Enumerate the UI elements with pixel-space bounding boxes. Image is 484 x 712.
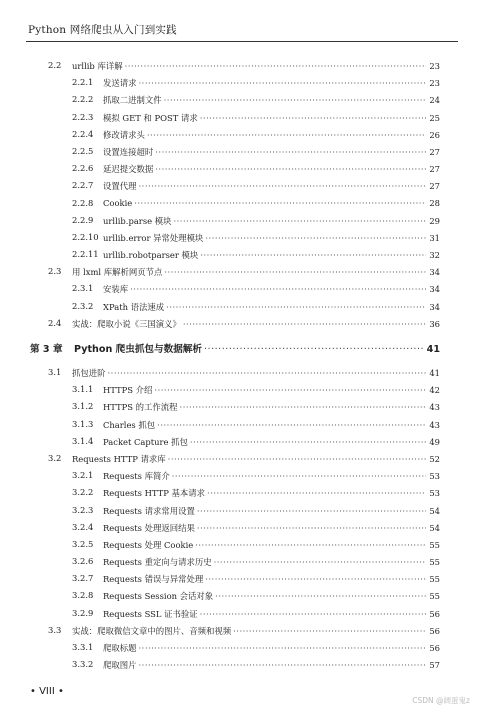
toc-entry-page: 57 (429, 660, 440, 671)
toc-entry-line (103, 556, 440, 568)
toc-entry (0, 180, 484, 197)
table-of-contents (0, 60, 484, 676)
toc-entry-line (103, 505, 440, 517)
toc-entry (0, 590, 484, 607)
toc-entry-page: 53 (429, 488, 440, 499)
toc-entry-line (103, 129, 440, 141)
toc-entry-number: 2.2.10 (72, 231, 99, 242)
toc-entry-number: 3.1 (48, 367, 62, 377)
toc-entry-page: 53 (429, 471, 440, 482)
toc-entry-number: 第 3 章 (30, 344, 63, 355)
toc-entry-page: 55 (429, 539, 440, 550)
toc-entry-number: 3.2.2 (72, 487, 94, 498)
dot-leader (155, 164, 426, 174)
toc-entry (0, 129, 484, 146)
toc-entry-page: 31 (429, 232, 440, 243)
toc-entry-line (103, 659, 440, 671)
toc-entry-title: 爬取标题 (103, 643, 137, 653)
toc-entry-page: 55 (429, 591, 440, 602)
toc-entry (0, 249, 484, 266)
dot-leader (139, 660, 427, 670)
toc-entry (0, 401, 484, 418)
toc-entry-title: urllib.error 异常处理模块 (103, 232, 204, 243)
toc-entry-title: Charles 抓包 (103, 419, 156, 430)
toc-entry-number: 3.1.3 (72, 418, 94, 429)
toc-entry-title: 发送请求 (103, 78, 137, 89)
dot-leader (214, 557, 426, 567)
toc-entry-page: 23 (429, 78, 440, 89)
toc-entry-line (72, 367, 440, 379)
toc-entry-number: 2.2.6 (72, 163, 94, 174)
toc-entry-line (72, 625, 440, 637)
dot-leader (190, 437, 426, 447)
toc-entry-number: 2.3.1 (72, 283, 94, 294)
dot-leader (164, 95, 426, 105)
toc-entry-page: 24 (429, 95, 440, 106)
toc-entry-title: urllib.robotparser 模块 (103, 250, 199, 261)
toc-entry-page: 27 (429, 146, 440, 157)
dot-leader (180, 402, 426, 412)
dot-leader (200, 113, 426, 123)
dot-leader (139, 181, 427, 191)
toc-entry-line (103, 436, 440, 448)
toc-entry (0, 625, 484, 642)
toc-entry-title: Requests HTTP 基本请求 (103, 488, 206, 499)
toc-entry-number: 3.3.1 (72, 642, 94, 652)
toc-entry-line (103, 94, 440, 106)
dot-leader (197, 506, 426, 516)
toc-entry (0, 470, 484, 487)
toc-entry-page: 23 (429, 61, 440, 71)
toc-entry (0, 659, 484, 676)
toc-entry-number: 3.1.2 (72, 401, 94, 412)
toc-entry-page: 41 (426, 344, 440, 355)
watermark: CSDN @阔蛋鬼z (412, 696, 470, 705)
toc-entry (0, 198, 484, 215)
toc-entry-title: 抓包进阶 (72, 368, 106, 378)
dot-leader (233, 626, 426, 636)
dot-leader (215, 591, 426, 601)
toc-entry-page: 42 (429, 385, 440, 396)
toc-entry-number: 3.1.1 (72, 384, 94, 395)
toc-entry-page: 54 (429, 522, 440, 533)
toc-entry-title: 爬取图片 (103, 660, 137, 671)
toc-entry-page: 52 (429, 453, 440, 464)
toc-entry (0, 487, 484, 504)
toc-entry-page: 55 (429, 574, 440, 585)
toc-entry-title: 延迟提交数据 (103, 164, 154, 175)
dot-leader (195, 540, 426, 550)
toc-entry-page: 56 (429, 608, 440, 619)
toc-entry-number: 3.2.3 (72, 504, 94, 515)
toc-entry-page: 27 (429, 164, 440, 175)
dot-leader (154, 385, 426, 395)
toc-entry-title: Cookie (103, 197, 133, 208)
toc-entry-line (103, 163, 440, 175)
toc-entry-title: XPath 语法速成 (103, 301, 165, 312)
toc-entry (0, 539, 484, 556)
toc-entry (0, 301, 484, 318)
dot-leader (183, 319, 426, 329)
toc-entry-number: 2.2.8 (72, 197, 94, 208)
toc-entry-title: Requests 错误与异常处理 (103, 574, 204, 585)
toc-entry-title: urllib 库详解 (72, 61, 123, 71)
toc-entry-line (103, 487, 440, 499)
toc-entry-line (103, 301, 440, 313)
toc-entry-number: 3.1.4 (72, 435, 94, 446)
dot-leader (168, 454, 426, 464)
toc-entry-page: 32 (429, 250, 440, 261)
toc-entry-line (72, 266, 440, 278)
toc-entry-title: HTTPS 的工作流程 (103, 402, 178, 413)
toc-entry (0, 163, 484, 180)
toc-entry-line (72, 60, 440, 72)
toc-entry-number: 2.2.7 (72, 180, 94, 191)
toc-entry (0, 505, 484, 522)
toc-entry-page: 25 (429, 112, 440, 123)
toc-entry (0, 318, 484, 335)
toc-entry-line (103, 283, 440, 295)
toc-entry-title: 模拟 GET 和 POST 请求 (103, 112, 198, 123)
toc-entry-page: 27 (429, 181, 440, 192)
toc-entry-page: 43 (429, 419, 440, 430)
toc-entry-number: 3.2.4 (72, 521, 94, 532)
toc-entry-line (103, 215, 440, 227)
toc-entry-title: Requests 处理返回结果 (103, 522, 195, 533)
toc-entry (0, 384, 484, 401)
toc-entry-title: Requests 库简介 (103, 471, 170, 482)
toc-entry-number: 3.2.1 (72, 470, 94, 481)
dot-leader (108, 368, 427, 378)
toc-entry (0, 556, 484, 573)
toc-entry-title: Requests 请求常用设置 (103, 505, 195, 516)
toc-entry-page: 43 (429, 402, 440, 413)
toc-entry (0, 436, 484, 453)
toc-entry-number: 3.3.2 (72, 659, 94, 670)
toc-entry-number: 2.2 (48, 60, 62, 70)
toc-entry-page: 29 (429, 215, 440, 226)
toc-entry-number: 2.2.3 (72, 111, 94, 122)
dot-leader (200, 250, 426, 260)
toc-entry-title: 抓取二进制文件 (103, 95, 162, 106)
toc-entry-line (72, 318, 440, 330)
toc-entry (0, 522, 484, 539)
dot-leader (125, 61, 426, 71)
toc-entry (0, 453, 484, 470)
toc-entry-page: 56 (429, 643, 440, 653)
toc-entry-number: 3.2.5 (72, 538, 94, 549)
toc-entry-title: urllib.parse 模块 (103, 215, 172, 226)
toc-entry-line (103, 112, 440, 124)
dot-leader (130, 284, 426, 294)
toc-entry-line (103, 573, 440, 585)
toc-entry-title: Requests 处理 Cookie (103, 539, 194, 550)
toc-entry-number: 2.3.2 (72, 300, 94, 311)
toc-entry (0, 77, 484, 94)
toc-entry-number: 2.3 (48, 266, 62, 277)
toc-entry (0, 266, 484, 283)
toc-entry-page: 56 (429, 625, 440, 636)
dot-leader (207, 488, 426, 498)
toc-entry-title: 设置代理 (103, 181, 137, 192)
toc-entry-line (103, 384, 440, 396)
dot-leader (200, 609, 426, 619)
toc-entry-page: 49 (429, 436, 440, 447)
toc-entry-page: 26 (429, 129, 440, 140)
toc-entry-number: 2.2.9 (72, 214, 94, 225)
toc-entry-title: 实战：爬取微信文章中的图片、音频和视频 (72, 625, 232, 636)
toc-entry-line (103, 470, 440, 482)
toc-entry-number: 3.3 (48, 624, 62, 635)
toc-entry-line (103, 419, 440, 431)
toc-entry-line (103, 146, 440, 158)
toc-entry-page: 41 (429, 368, 440, 378)
dot-leader (164, 267, 426, 277)
toc-entry-line (103, 232, 440, 244)
toc-entry-title: 修改请求头 (103, 129, 145, 140)
header-rule (26, 41, 458, 42)
dot-leader (157, 420, 426, 430)
toc-entry (0, 367, 484, 384)
toc-entry-line (103, 522, 440, 534)
toc-entry (0, 608, 484, 625)
toc-entry-page: 34 (429, 267, 440, 278)
dot-leader (197, 523, 426, 533)
toc-entry-title: Requests Session 会话对象 (103, 591, 214, 602)
toc-entry-number: 2.2.2 (72, 94, 94, 105)
chapter-entry (0, 339, 484, 361)
toc-entry-number: 3.2.9 (72, 607, 94, 618)
toc-entry-title: 用 lxml 库解析网页节点 (72, 267, 163, 278)
dot-leader (205, 574, 426, 584)
toc-entry-page: 34 (429, 284, 440, 295)
toc-entry-title: Requests HTTP 请求库 (72, 453, 166, 464)
toc-entry-number: 2.2.11 (72, 249, 99, 260)
toc-entry-line (103, 77, 440, 89)
toc-entry-title: HTTPS 介绍 (103, 385, 153, 396)
toc-entry (0, 283, 484, 300)
toc-entry-title: Requests SSL 证书验证 (103, 608, 198, 619)
dot-leader (139, 78, 427, 88)
toc-entry-line (72, 453, 440, 465)
dot-leader (134, 198, 426, 208)
toc-entry-number: 2.2.4 (72, 128, 94, 139)
toc-entry-number: 3.2.8 (72, 590, 94, 601)
toc-entry-number: 3.2.7 (72, 573, 94, 584)
toc-entry-title: Packet Capture 抓包 (103, 436, 188, 447)
dot-leader (155, 147, 426, 157)
dot-leader (205, 233, 426, 243)
toc-entry (0, 573, 484, 590)
toc-entry (0, 60, 484, 77)
dot-leader (147, 130, 426, 140)
toc-entry-page: 34 (429, 301, 440, 312)
toc-entry-page: 28 (429, 197, 440, 208)
toc-entry-line (74, 341, 440, 355)
dot-leader (173, 216, 426, 226)
toc-entry (0, 146, 484, 163)
dot-leader (204, 344, 425, 355)
toc-entry (0, 94, 484, 111)
toc-entry-title: 实战：爬取小说《三国演义》 (72, 318, 181, 329)
toc-entry (0, 232, 484, 249)
toc-entry-title: 安装库 (103, 284, 129, 295)
toc-entry-line (103, 539, 440, 551)
dot-leader (139, 643, 427, 653)
toc-entry-line (103, 401, 440, 413)
toc-entry (0, 419, 484, 436)
dot-leader (172, 471, 426, 481)
toc-entry-number: 3.2 (48, 452, 62, 463)
toc-entry-line (103, 180, 440, 192)
toc-entry-line (103, 198, 440, 208)
toc-entry (0, 215, 484, 232)
toc-entry-page: 54 (429, 505, 440, 516)
toc-entry-line (103, 608, 440, 620)
toc-entry-title: 设置连接超时 (103, 146, 154, 157)
toc-entry-line (103, 590, 440, 602)
running-header: Python 网络爬虫从入门到实践 (28, 24, 177, 36)
toc-entry-page: 36 (429, 318, 440, 329)
page-number: • VIII • (30, 686, 64, 697)
toc-entry-number: 2.2.1 (72, 77, 94, 88)
toc-entry-line (103, 249, 440, 261)
toc-entry (0, 642, 484, 659)
toc-entry-title: Requests 重定向与请求历史 (103, 557, 212, 568)
dot-leader (166, 302, 426, 312)
toc-entry-number: 2.2.5 (72, 145, 94, 156)
toc-entry-number: 2.4 (48, 317, 62, 328)
toc-entry-line (103, 642, 440, 654)
toc-entry (0, 112, 484, 129)
toc-entry-title: Python 爬虫抓包与数据解析 (74, 344, 202, 355)
toc-entry-page: 55 (429, 557, 440, 568)
toc-entry-number: 3.2.6 (72, 556, 94, 567)
